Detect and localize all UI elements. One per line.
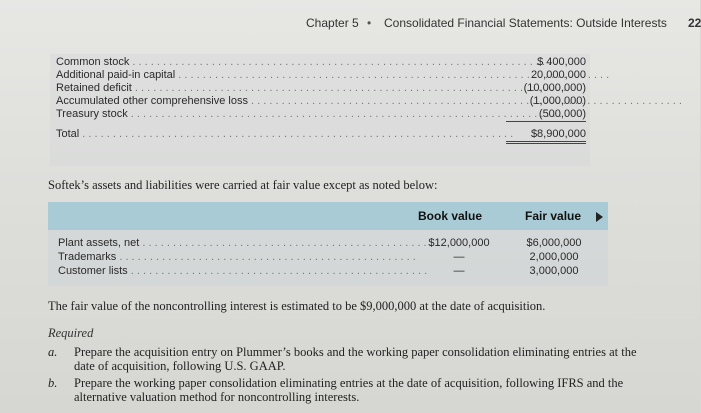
equity-label: Common stock . . . (56, 56, 496, 69)
equity-label: Treasury stock . . . (56, 108, 496, 121)
equity-label: Accumulated other comprehensive loss . . . (56, 95, 496, 108)
asset-label: Customer lists . . . (58, 265, 394, 278)
equity-table (56, 56, 586, 144)
equity-value: (500,000) (506, 108, 586, 122)
item-text: Prepare the acquisition entry on Plummer’s books and the working paper consolidation eliminating entries at the date of acquisition, following U.S. GAAP. (74, 345, 637, 373)
asset-label: Plant assets, net . . . (58, 237, 394, 250)
fair-value: 3,000,000 (529, 265, 579, 277)
equity-label: Retained deficit . . . (56, 82, 496, 95)
bullet-separator: • (367, 16, 372, 30)
chapter-label: Chapter 5 (306, 16, 359, 30)
book-value: — (453, 251, 465, 263)
asset-label: Trademarks . . . (58, 251, 394, 264)
equity-value: (1,000,000) (529, 95, 586, 107)
equity-value: $ 400,000 (537, 56, 586, 68)
equity-total-value: $8,900,000 (506, 128, 586, 144)
equity-row (56, 108, 586, 121)
equity-value: 20,000,000 (530, 69, 586, 81)
equity-total-row (56, 128, 586, 144)
equity-value: (10,000,000) (523, 82, 586, 94)
equity-row (56, 82, 586, 95)
chapter-title: Consolidated Financial Statements: Outside Interests (384, 16, 667, 30)
book-value: — (453, 265, 465, 277)
item-text: Prepare the working paper consolidation eliminating entries at the date of acquisition, following IFRS and the alternative valuation method for noncontrolling interests. (74, 376, 624, 404)
equity-row (56, 95, 586, 108)
item-letter: a. (48, 345, 58, 359)
required-heading: Required (48, 326, 94, 340)
equity-row (56, 56, 586, 69)
fair-value-table-header (48, 202, 608, 230)
page-number: 22 (688, 16, 701, 30)
mouse-cursor-icon (596, 212, 603, 222)
book-value-header: Book value (418, 209, 483, 223)
item-letter: b. (48, 376, 58, 390)
book-value: $12,000,000 (428, 237, 490, 249)
fair-value: 2,000,000 (529, 251, 579, 263)
fair-value-row (58, 265, 598, 278)
softek-note: Softek’s assets and liabilities were carried at fair value except as noted below: (48, 178, 438, 192)
equity-total-label: Total . . . (56, 128, 496, 141)
fair-value-row (58, 251, 598, 264)
fair-value-row (58, 237, 598, 250)
equity-row (56, 69, 586, 82)
fair-value: $6,000,000 (526, 237, 582, 249)
page-header (0, 16, 700, 36)
nci-note: The fair value of the noncontrolling interest is estimated to be $9,000,000 at the date of acquisition. (48, 299, 546, 313)
equity-label: Additional paid-in capital . . . (56, 69, 496, 82)
fair-value-header: Fair value (525, 209, 582, 223)
